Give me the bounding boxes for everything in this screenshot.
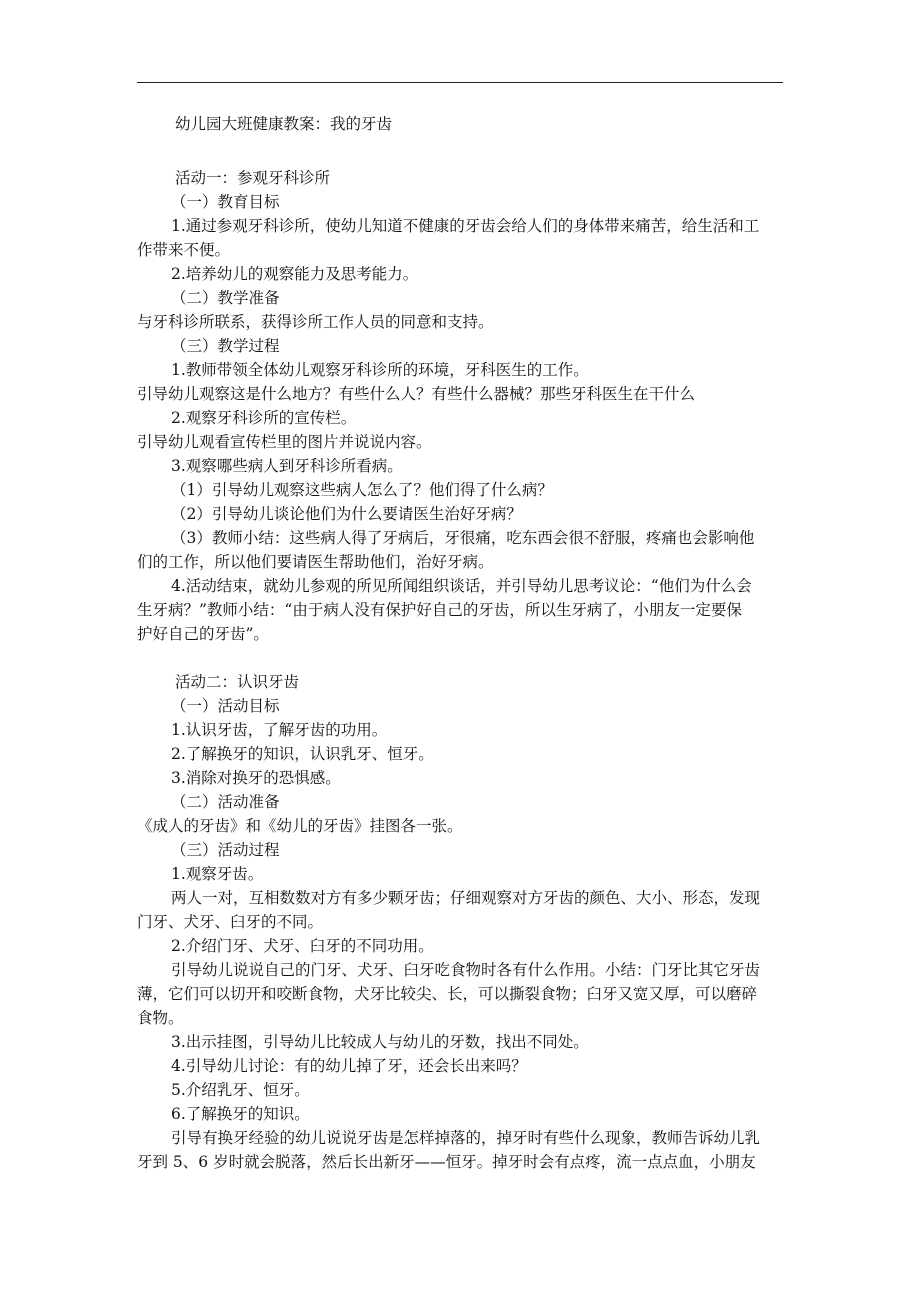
activity2-goals-heading: （一）活动目标 — [171, 697, 280, 715]
activity2-step2: 2.介绍门牙、犬牙、臼牙的不同功用。 — [171, 937, 434, 955]
activity2-step1-detail-line2: 门牙、犬牙、臼牙的不同。 — [137, 913, 324, 931]
document-title: 幼儿园大班健康教案：我的牙齿 — [175, 115, 393, 133]
activity2-heading: 活动二：认识牙齿 — [175, 673, 300, 691]
activity1-step1-detail: 引导幼儿观察这是什么地方？有些什么人？有些什么器械？那些牙科医生在干什么 — [137, 385, 696, 403]
activity1-goal2: 2.培养幼儿的观察能力及思考能力。 — [171, 265, 419, 283]
document-body — [137, 112, 783, 1174]
activity2-step3: 3.出示挂图，引导幼儿比较成人与幼儿的牙数，找出不同处。 — [171, 1033, 589, 1051]
activity2-step6-detail-line2: 牙到 5、6 岁时就会脱落，然后长出新牙——恒牙。掉牙时会有点疼，流一点点血，小朋友 — [137, 1153, 756, 1171]
activity2-prep-text: 《成人的牙齿》和《幼儿的牙齿》挂图各一张。 — [137, 817, 463, 835]
activity1-step3-sub2: （2）引导幼儿谈论他们为什么要请医生治好牙病？ — [171, 505, 522, 523]
activity1-prep-heading: （二）教学准备 — [171, 289, 280, 307]
activity1-step3-sub3-line1: （3）教师小结：这些病人得了牙病后，牙很痛，吃东西会很不舒服，疼痛也会影响他 — [171, 529, 755, 547]
activity1-step3-sub3-line2: 们的工作，所以他们要请医生帮助他们，治好牙病。 — [137, 553, 494, 571]
activity2-step1-detail-line1: 两人一对，互相数数对方有多少颗牙齿；仔细观察对方牙齿的颜色、大小、形态，发现 — [171, 889, 761, 907]
activity1-goal1-line1: 1.通过参观牙科诊所，使幼儿知道不健康的牙齿会给人们的身体带来痛苦，给生活和工 — [171, 217, 760, 235]
activity2-process-heading: （三）活动过程 — [171, 841, 280, 859]
activity1-goal1-line2: 作带来不便。 — [137, 241, 231, 259]
activity1-step4-line3: 护好自己的牙齿”。 — [137, 625, 269, 643]
activity2-goal1: 1.认识牙齿，了解牙齿的功用。 — [171, 721, 388, 739]
activity2-step4: 4.引导幼儿讨论：有的幼儿掉了牙，还会长出来吗？ — [171, 1057, 527, 1075]
activity1-process-heading: （三）教学过程 — [171, 337, 280, 355]
activity1-step3: 3.观察哪些病人到牙科诊所看病。 — [171, 457, 403, 475]
activity1-step2: 2.观察牙科诊所的宣传栏。 — [171, 409, 357, 427]
activity2-goal2: 2.了解换牙的知识，认识乳牙、恒牙。 — [171, 745, 434, 763]
activity2-goal3: 3.消除对换牙的恐惧感。 — [171, 769, 341, 787]
activity2-step2-detail-line1: 引导幼儿说说自己的门牙、犬牙、臼牙吃食物时各有什么作用。小结：门牙比其它牙齿 — [171, 961, 761, 979]
activity1-heading: 活动一：参观牙科诊所 — [175, 169, 331, 187]
activity2-step5: 5.介绍乳牙、恒牙。 — [171, 1081, 310, 1099]
activity2-step2-detail-line3: 食物。 — [137, 1009, 184, 1027]
activity2-step6-detail-line1: 引导有换牙经验的幼儿说说牙齿是怎样掉落的，掉牙时有些什么现象，教师告诉幼儿乳 — [171, 1129, 761, 1147]
activity1-step3-sub1: （1）引导幼儿观察这些病人怎么了？他们得了什么病？ — [171, 481, 553, 499]
activity2-step6: 6.了解换牙的知识。 — [171, 1105, 310, 1123]
activity2-prep-heading: （二）活动准备 — [171, 793, 280, 811]
activity1-goals-heading: （一）教育目标 — [171, 193, 280, 211]
activity1-step2-detail: 引导幼儿观看宣传栏里的图片并说说内容。 — [137, 433, 432, 451]
activity1-step4-line2: 生牙病？”教师小结：“由于病人没有保护好自己的牙齿，所以生牙病了，小朋友一定要保 — [137, 601, 742, 619]
activity1-prep-text: 与牙科诊所联系，获得诊所工作人员的同意和支持。 — [137, 313, 494, 331]
header-rule — [137, 82, 783, 83]
activity1-step1: 1.教师带领全体幼儿观察牙科诊所的环境，牙科医生的工作。 — [171, 361, 589, 379]
activity1-step4-line1: 4.活动结束，就幼儿参观的所见所闻组织谈话，并引导幼儿思考议论：“他们为什么会 — [171, 577, 752, 595]
activity2-step1: 1.观察牙齿。 — [171, 865, 264, 883]
activity2-step2-detail-line2: 薄，它们可以切开和咬断食物，犬牙比较尖、长，可以撕裂食物；臼牙又宽又厚，可以磨碎 — [137, 985, 758, 1003]
